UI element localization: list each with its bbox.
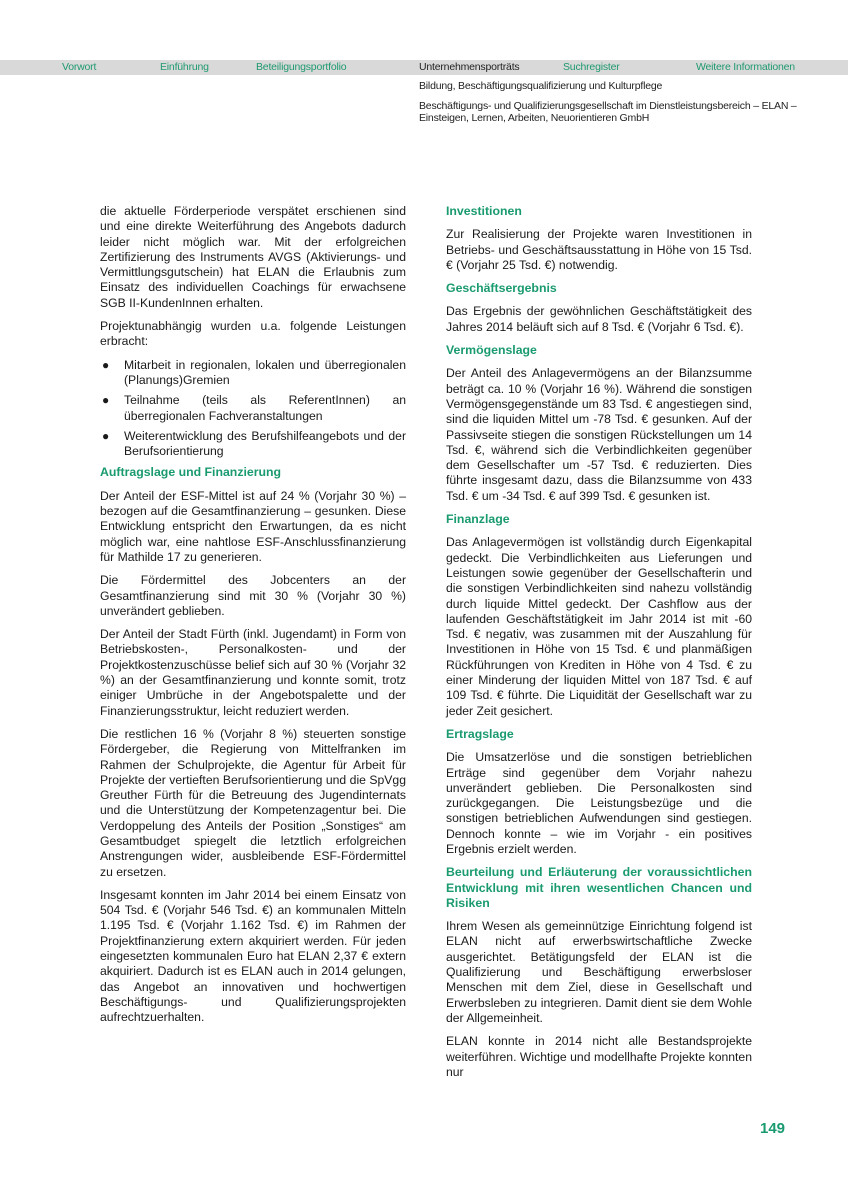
paragraph: Der Anteil der ESF-Mittel ist auf 24 % (Vorjahr 30 %) – bezogen auf die Gesamtfinanzierung – gesunken. Diese Entwicklung entspricht den Erwartungen, da es nicht möglich war, eine nahtlose ESF-Anschlussfinanzierung für Mathilde 17 zu generieren. xyxy=(100,488,406,564)
section-breadcrumb xyxy=(419,80,797,125)
services-list xyxy=(100,358,406,460)
nav-suchregister[interactable]: Suchregister xyxy=(563,61,620,73)
list-item: ● Weiterentwicklung des Berufshilfeangebots und der Berufsorientierung xyxy=(102,428,406,459)
nav-einfuehrung[interactable]: Einführung xyxy=(160,61,209,73)
paragraph: Projektunabhängig wurden u.a. folgende Leistungen erbracht: xyxy=(100,319,406,349)
heading-beurteilung: Beurteilung und Erläuterung der voraussichtlichen Entwicklung mit ihren wesentlichen Chancen und Risiken xyxy=(446,865,752,910)
heading-investitionen: Investitionen xyxy=(446,204,522,218)
paragraph: Ihrem Wesen als gemeinnützige Einrichtung folgend ist ELAN nicht auf erwerbswirtschaftliche Zwecke ausgerichtet. Betätigungsfeld der ELAN ist die Qualifizierung und Beschäftigung erwerbsloser Menschen mit dem Ziel, diese in Gesellschaft und Erwerbsleben zu integrieren. Damit dient sie dem Wohle der Allgemeinheit. xyxy=(446,919,752,1025)
paragraph: Der Anteil der Stadt Fürth (inkl. Jugendamt) in Form von Betriebskosten-, Personalkosten- und der Projektkostenzuschüsse belief sich auf 30 % (Vorjahr 32 %) an der Gesamtfinanzierung und konnte somit, trotz einiger Umbrüche in der Angebotspalette und der Finanzierungsstruktur, leicht reduziert werden. xyxy=(100,627,406,718)
breadcrumb-company-line2: Einsteigen, Lernen, Arbeiten, Neuorientieren GmbH xyxy=(419,112,650,124)
paragraph: Die restlichen 16 % (Vorjahr 8 %) steuerten sonstige Fördergeber, die Regierung von Mittelfranken im Rahmen der Schulprojekte, die Agentur für Arbeit für Projekte der vertieften Berufsorientierung und die SpVgg Greuther Fürth für die Betreuung des Jugendinternats und die Unterstützung der Kompetenzagentur bei. Die Verdoppelung des Anteils der Position „Sonstiges“ am Gesamtbudget spiegelt die letztlich erfolgreichen Anstrengungen wider, ausbleibende ESF-Fördermittel zu ersetzen. xyxy=(100,726,406,879)
nav-weitere-informationen[interactable]: Weitere Informationen xyxy=(696,61,795,73)
left-column xyxy=(100,204,406,1034)
bullet-icon: ● xyxy=(102,393,110,408)
breadcrumb-category: Bildung, Beschäftigungsqualifizierung und Kulturpflege xyxy=(419,80,663,92)
nav-beteiligungsportfolio[interactable]: Beteiligungsportfolio xyxy=(256,61,347,73)
paragraph: Das Anlagevermögen ist vollständig durch Eigenkapital gedeckt. Die Verbindlichkeiten aus Lieferungen und Leistungen sowie gegenüber der Gesellschafterin und die sonstigen Verbindlichkeiten sind nahezu vollständig durch liquide Mittel gedeckt. Der Cashflow aus der laufenden Geschäftstätigkeit im Jahr 2014 ist mit -60 Tsd. € negativ, was zusammen mit der Auszahlung für Investitionen in Höhe von 15 Tsd. € und planmäßigen Rückführungen von Krediten in Höhe von 4 Tsd. € zu einer Minderung der liquiden Mittel von 187 Tsd. € auf 109 Tsd. € führte. Die Liquidität der Gesellschaft war zu jeder Zeit gesichert. xyxy=(446,535,752,718)
paragraph: Das Ergebnis der gewöhnlichen Geschäftstätigkeit des Jahres 2014 beläuft sich auf 8 Tsd. € (Vorjahr 6 Tsd. €). xyxy=(446,304,752,334)
heading-vermoegenslage: Vermögenslage xyxy=(446,343,537,358)
bullet-icon: ● xyxy=(102,428,110,443)
nav-unternehmensportraets[interactable]: Unternehmensporträts xyxy=(419,61,520,73)
page-number: 149 xyxy=(760,1120,786,1137)
nav-vorwort[interactable]: Vorwort xyxy=(62,61,97,73)
paragraph: Zur Realisierung der Projekte waren Investitionen in Betriebs- und Geschäftsausstattung in Höhe von 15 Tsd. € (Vorjahr 25 Tsd. €) notwendig. xyxy=(446,227,752,272)
paragraph: Der Anteil des Anlagevermögens an der Bilanzsumme beträgt ca. 10 % (Vorjahr 16 %). Während die sonstigen Vermögensgegenstände um 83 Tsd. € angestiegen sind, sind die liquiden Mittel um -78 Tsd. € gesunken. Auf der Passivseite stiegen die sonstigen Rückstellungen um 14 Tsd. €, während sich die Verbindlichkeiten gegenüber dem Gesellschafter um -57 Tsd. € reduzierten. Dies führte insgesamt dazu, dass die Bilanzsumme von 433 Tsd. € um -34 Tsd. € auf 399 Tsd. € gesunken ist. xyxy=(446,366,752,503)
heading-ertragslage: Ertragslage xyxy=(446,726,514,741)
top-navigation xyxy=(0,60,848,75)
list-item: ● Mitarbeit in regionalen, lokalen und überregionalen (Planungs)Gremien xyxy=(102,357,406,387)
heading-geschaeftsergebnis: Geschäftsergebnis xyxy=(446,281,557,296)
heading-finanzlage: Finanzlage xyxy=(446,512,510,527)
paragraph: die aktuelle Förderperiode verspätet erschienen sind und eine direkte Weiterführung des Angebots dadurch leider nicht möglich war. Mit der erfolgreichen Zertifizierung des Instruments AVGS (Aktivierungs- und Vermittlungsgutschein) hat ELAN die Erlaubnis zum Einsatz des individuellen Coachings für erwachsene SGB II-KundenInnen erhalten. xyxy=(100,204,406,310)
heading-auftragslage: Auftragslage und Finanzierung xyxy=(100,465,282,480)
bullet-icon: ● xyxy=(102,357,110,372)
breadcrumb-company-line1: Beschäftigungs- und Qualifizierungsgesellschaft im Dienstleistungsbereich – ELAN – xyxy=(419,99,797,112)
paragraph: Insgesamt konnten im Jahr 2014 bei einem Einsatz von 504 Tsd. € (Vorjahr 546 Tsd. €) an kommunalen Mitteln 1.195 Tsd. € (Vorjahr 1.162 Tsd. €) im Rahmen der Projektfinanzierung extern akquiriert werden. Für jeden eingesetzten kommunalen Euro hat ELAN 2,37 € extern akquiriert. Dadurch ist es ELAN auch in 2014 gelungen, das Angebot an innovativen und hochwertigen Beschäftigungs- und Qualifizierungsprojekten aufrechtzuerhalten. xyxy=(100,887,406,1025)
paragraph: Die Fördermittel des Jobcenters an der Gesamtfinanzierung sind mit 30 % (Vorjahr 30 %) unverändert geblieben. xyxy=(100,573,406,618)
paragraph: Die Umsatzerlöse und die sonstigen betrieblichen Erträge sind gegenüber dem Vorjahr nahezu unverändert geblieben. Die Personalkosten sind zurückgegangen. Die Leistungsbezüge und die sonstigen betrieblichen Aufwendungen sind gestiegen. Dennoch konnte – wie im Vorjahr - ein positives Ergebnis erzielt werden. xyxy=(446,750,752,856)
paragraph: ELAN konnte in 2014 nicht alle Bestandsprojekte weiterführen. Wichtige und modellhafte Projekte konnten nur xyxy=(446,1034,752,1079)
list-item: ● Teilnahme (teils als ReferentInnen) an überregionalen Fachveranstaltungen xyxy=(102,393,406,423)
right-column xyxy=(446,204,752,1088)
